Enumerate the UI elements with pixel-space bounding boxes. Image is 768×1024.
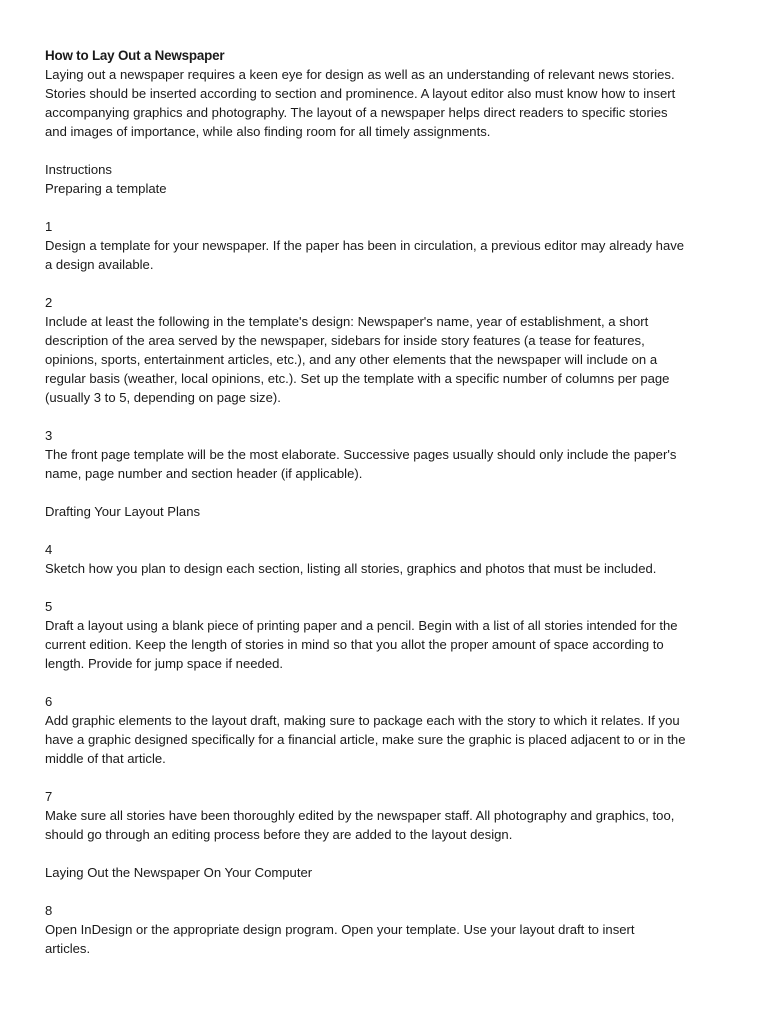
instructions-label: Instructions xyxy=(45,162,112,177)
step-text-line: (usually 3 to 5, depending on page size). xyxy=(45,390,281,405)
step-number: 4 xyxy=(45,542,53,557)
step-text-line: Include at least the following in the template's design: Newspaper's name, year of establishment, a short xyxy=(45,314,649,329)
step-text-line: name, page number and section header (if applicable). xyxy=(45,466,363,481)
step-number: 1 xyxy=(45,219,53,234)
step-number: 3 xyxy=(45,428,53,443)
step-text-line: length. Provide for jump space if needed. xyxy=(45,656,284,671)
step-text-line: Open InDesign or the appropriate design program. Open your template. Use your layout draft to insert xyxy=(45,922,635,937)
step-number: 8 xyxy=(45,903,53,918)
step-text-line: description of the area served by the newspaper, sidebars for inside story features (a tease for features, xyxy=(45,333,645,348)
step-text-line: a design available. xyxy=(45,257,154,272)
step-text-line: have a graphic designed specifically for a financial article, make sure the graphic is placed adjacent to or in the xyxy=(45,732,686,747)
step-text-line: current edition. Keep the length of stories in mind so that you allot the proper amount of space according to xyxy=(45,637,664,652)
step-text-line: Design a template for your newspaper. If the paper has been in circulation, a previous editor may already have xyxy=(45,238,685,253)
step-text-line: should go through an editing process before they are added to the layout design. xyxy=(45,827,513,842)
step-number: 7 xyxy=(45,789,53,804)
step-text-line: Add graphic elements to the layout draft, making sure to package each with the story to which it relates. If you xyxy=(45,713,680,728)
section-heading-preparing-template: Preparing a template xyxy=(45,181,167,196)
step-text-line: middle of that article. xyxy=(45,751,166,766)
intro-line: Stories should be inserted according to section and prominence. A layout editor also must know how to insert xyxy=(45,86,676,101)
step-text-line: opinions, sports, entertainment articles, etc.), and any other elements that the newspaper will include on a xyxy=(45,352,658,367)
step-number: 6 xyxy=(45,694,53,709)
section-heading-laying-out-computer: Laying Out the Newspaper On Your Computer xyxy=(45,865,313,880)
step-number: 5 xyxy=(45,599,53,614)
intro-line: Laying out a newspaper requires a keen eye for design as well as an understanding of relevant news stories. xyxy=(45,67,675,82)
section-heading-drafting-layout: Drafting Your Layout Plans xyxy=(45,504,201,519)
step-text-line: Sketch how you plan to design each section, listing all stories, graphics and photos that must be included. xyxy=(45,561,657,576)
step-text-line: regular basis (weather, local opinions, etc.). Set up the template with a specific number of columns per page xyxy=(45,371,670,386)
intro-line: accompanying graphics and photography. The layout of a newspaper helps direct readers to specific stories xyxy=(45,105,668,120)
step-text-line: The front page template will be the most elaborate. Successive pages usually should only include the paper's xyxy=(45,447,677,462)
step-text-line: Make sure all stories have been thoroughly edited by the newspaper staff. All photography and graphics, too, xyxy=(45,808,675,823)
step-text-line: articles. xyxy=(45,941,91,956)
document-title: How to Lay Out a Newspaper xyxy=(45,48,225,63)
intro-line: and images of importance, while also finding room for all timely assignments. xyxy=(45,124,491,139)
step-number: 2 xyxy=(45,295,53,310)
step-text-line: Draft a layout using a blank piece of printing paper and a pencil. Begin with a list of all stories intended for the xyxy=(45,618,678,633)
